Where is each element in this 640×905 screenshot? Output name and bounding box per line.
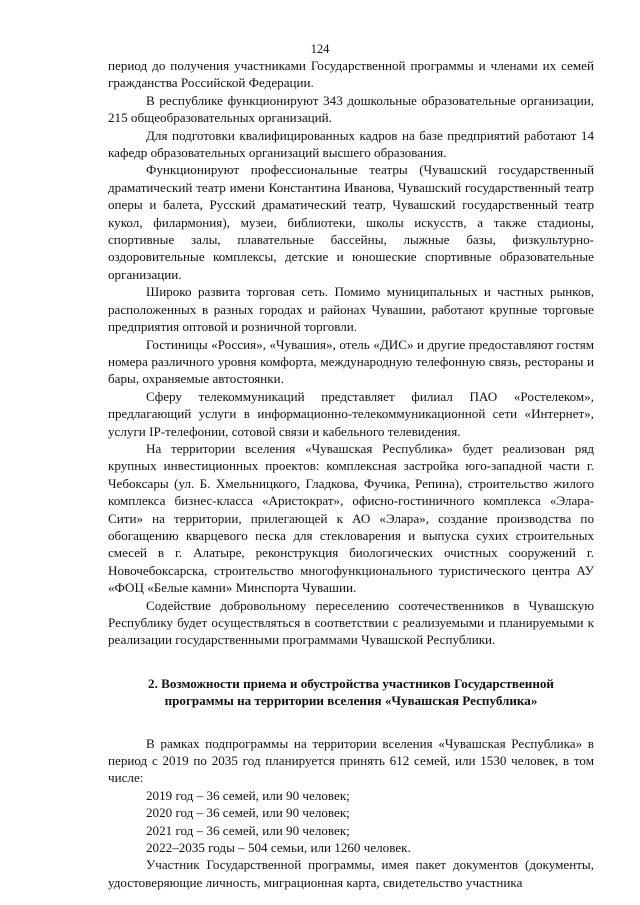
- paragraph-p1: В республике функционируют 343 дошкольные образовательные организации, 215 общеобразовательных организаций.: [108, 92, 594, 126]
- paragraph-p5: Гостиницы «Россия», «Чувашия», отель «ДИС» и другие предоставляют гостям номера различного уровня комфорта, международную телефонную связь, рестораны и бары, охраняемые автостоянки.: [108, 336, 594, 387]
- paragraph-p8: Содействие добровольному переселению соотечественников в Чувашскую Республику будет осуществляться в соответствии с реализуемыми и планируемыми к реализации государственными программами Чувашской Республики.: [108, 597, 594, 648]
- paragraph-p2: Для подготовки квалифицированных кадров на базе предприятий работают 14 кафедр образовательных организаций высшего образования.: [108, 127, 594, 161]
- paragraph-p11: 2020 год – 36 семей, или 90 человек;: [146, 805, 350, 821]
- paragraph-p7: На территории вселения «Чувашская Республика» будет реализован ряд крупных инвестиционных проектов: комплексная застройка юго-западной части г. Чебоксары (ул. Б. Хмельницкого, Гладкова, Фучика, Репина), строительство жилого комплекса бизнес-класса «Аристократ», офисно-гостиничного комплекса «Элара-Сити» на территории, прилегающей к АО «Элара», создание производства по обогащению кварцевого песка для стекловарения и выпуска сухих строительных смесей в г. Алатыре, реконструкция биологических очистных сооружений г. Новочебоксарска, строительство многофункционального туристического центра АУ «ФОЦ «Белые камни» Минспорта Чувашии.: [108, 440, 594, 596]
- paragraph-p4: Широко развита торговая сеть. Помимо муниципальных и частных рынков, расположенных в разных городах и районах Чувашии, работают крупные торговые предприятия оптовой и розничной торговли.: [108, 284, 594, 335]
- paragraph-p3: Функционируют профессиональные театры (Чувашский государственный драматический театр имени Константина Иванова, Чувашский государственный театр оперы и балета, Русский драматический театр, Чувашский государственный театр кукол, филармония), музеи, библиотеки, школы искусств, а также стадионы, спортивные залы, плавательные бассейны, лыжные базы, физкультурно-оздоровительные комплексы, детские и юношеские спортивные образовательные организации.: [108, 162, 594, 282]
- paragraph-p9: В рамках подпрограммы на территории вселения «Чувашская Республика» в период с 2019 по 2035 год планируется принять 612 семей, или 1530 человек, в том числе:: [108, 735, 594, 786]
- paragraph-p12: 2021 год – 36 семей, или 90 человек;: [146, 822, 350, 838]
- paragraph-p0: период до получения участниками Государственной программы и членами их семей гражданства Российской Федерации.: [108, 58, 594, 91]
- paragraph-p14: Участник Государственной программы, имея пакет документов (документы, удостоверяющие личность, миграционная карта, свидетельство участника: [108, 857, 594, 890]
- document-body: [108, 57, 594, 891]
- section-heading-line1: 2. Возможности приема и обустройства участников Государственной: [148, 675, 554, 691]
- paragraph-p10: 2019 год – 36 семей, или 90 человек;: [146, 787, 350, 803]
- paragraphs-after: [108, 735, 594, 892]
- section-heading-line2: программы на территории вселения «Чувашская Республика»: [164, 693, 538, 709]
- paragraph-p13: 2022–2035 годы – 504 семьи, или 1260 человек.: [146, 840, 411, 856]
- paragraphs-before: [108, 57, 594, 649]
- section-heading: [108, 675, 594, 710]
- paragraph-p6: Сферу телекоммуникаций представляет филиал ПАО «Ростелеком», предлагающий услуги в информационно-телекоммуникационной сети «Интернет», услуги IP-телефонии, сотовой связи и кабельного телевидения.: [108, 388, 594, 439]
- page-number: 124: [310, 42, 330, 56]
